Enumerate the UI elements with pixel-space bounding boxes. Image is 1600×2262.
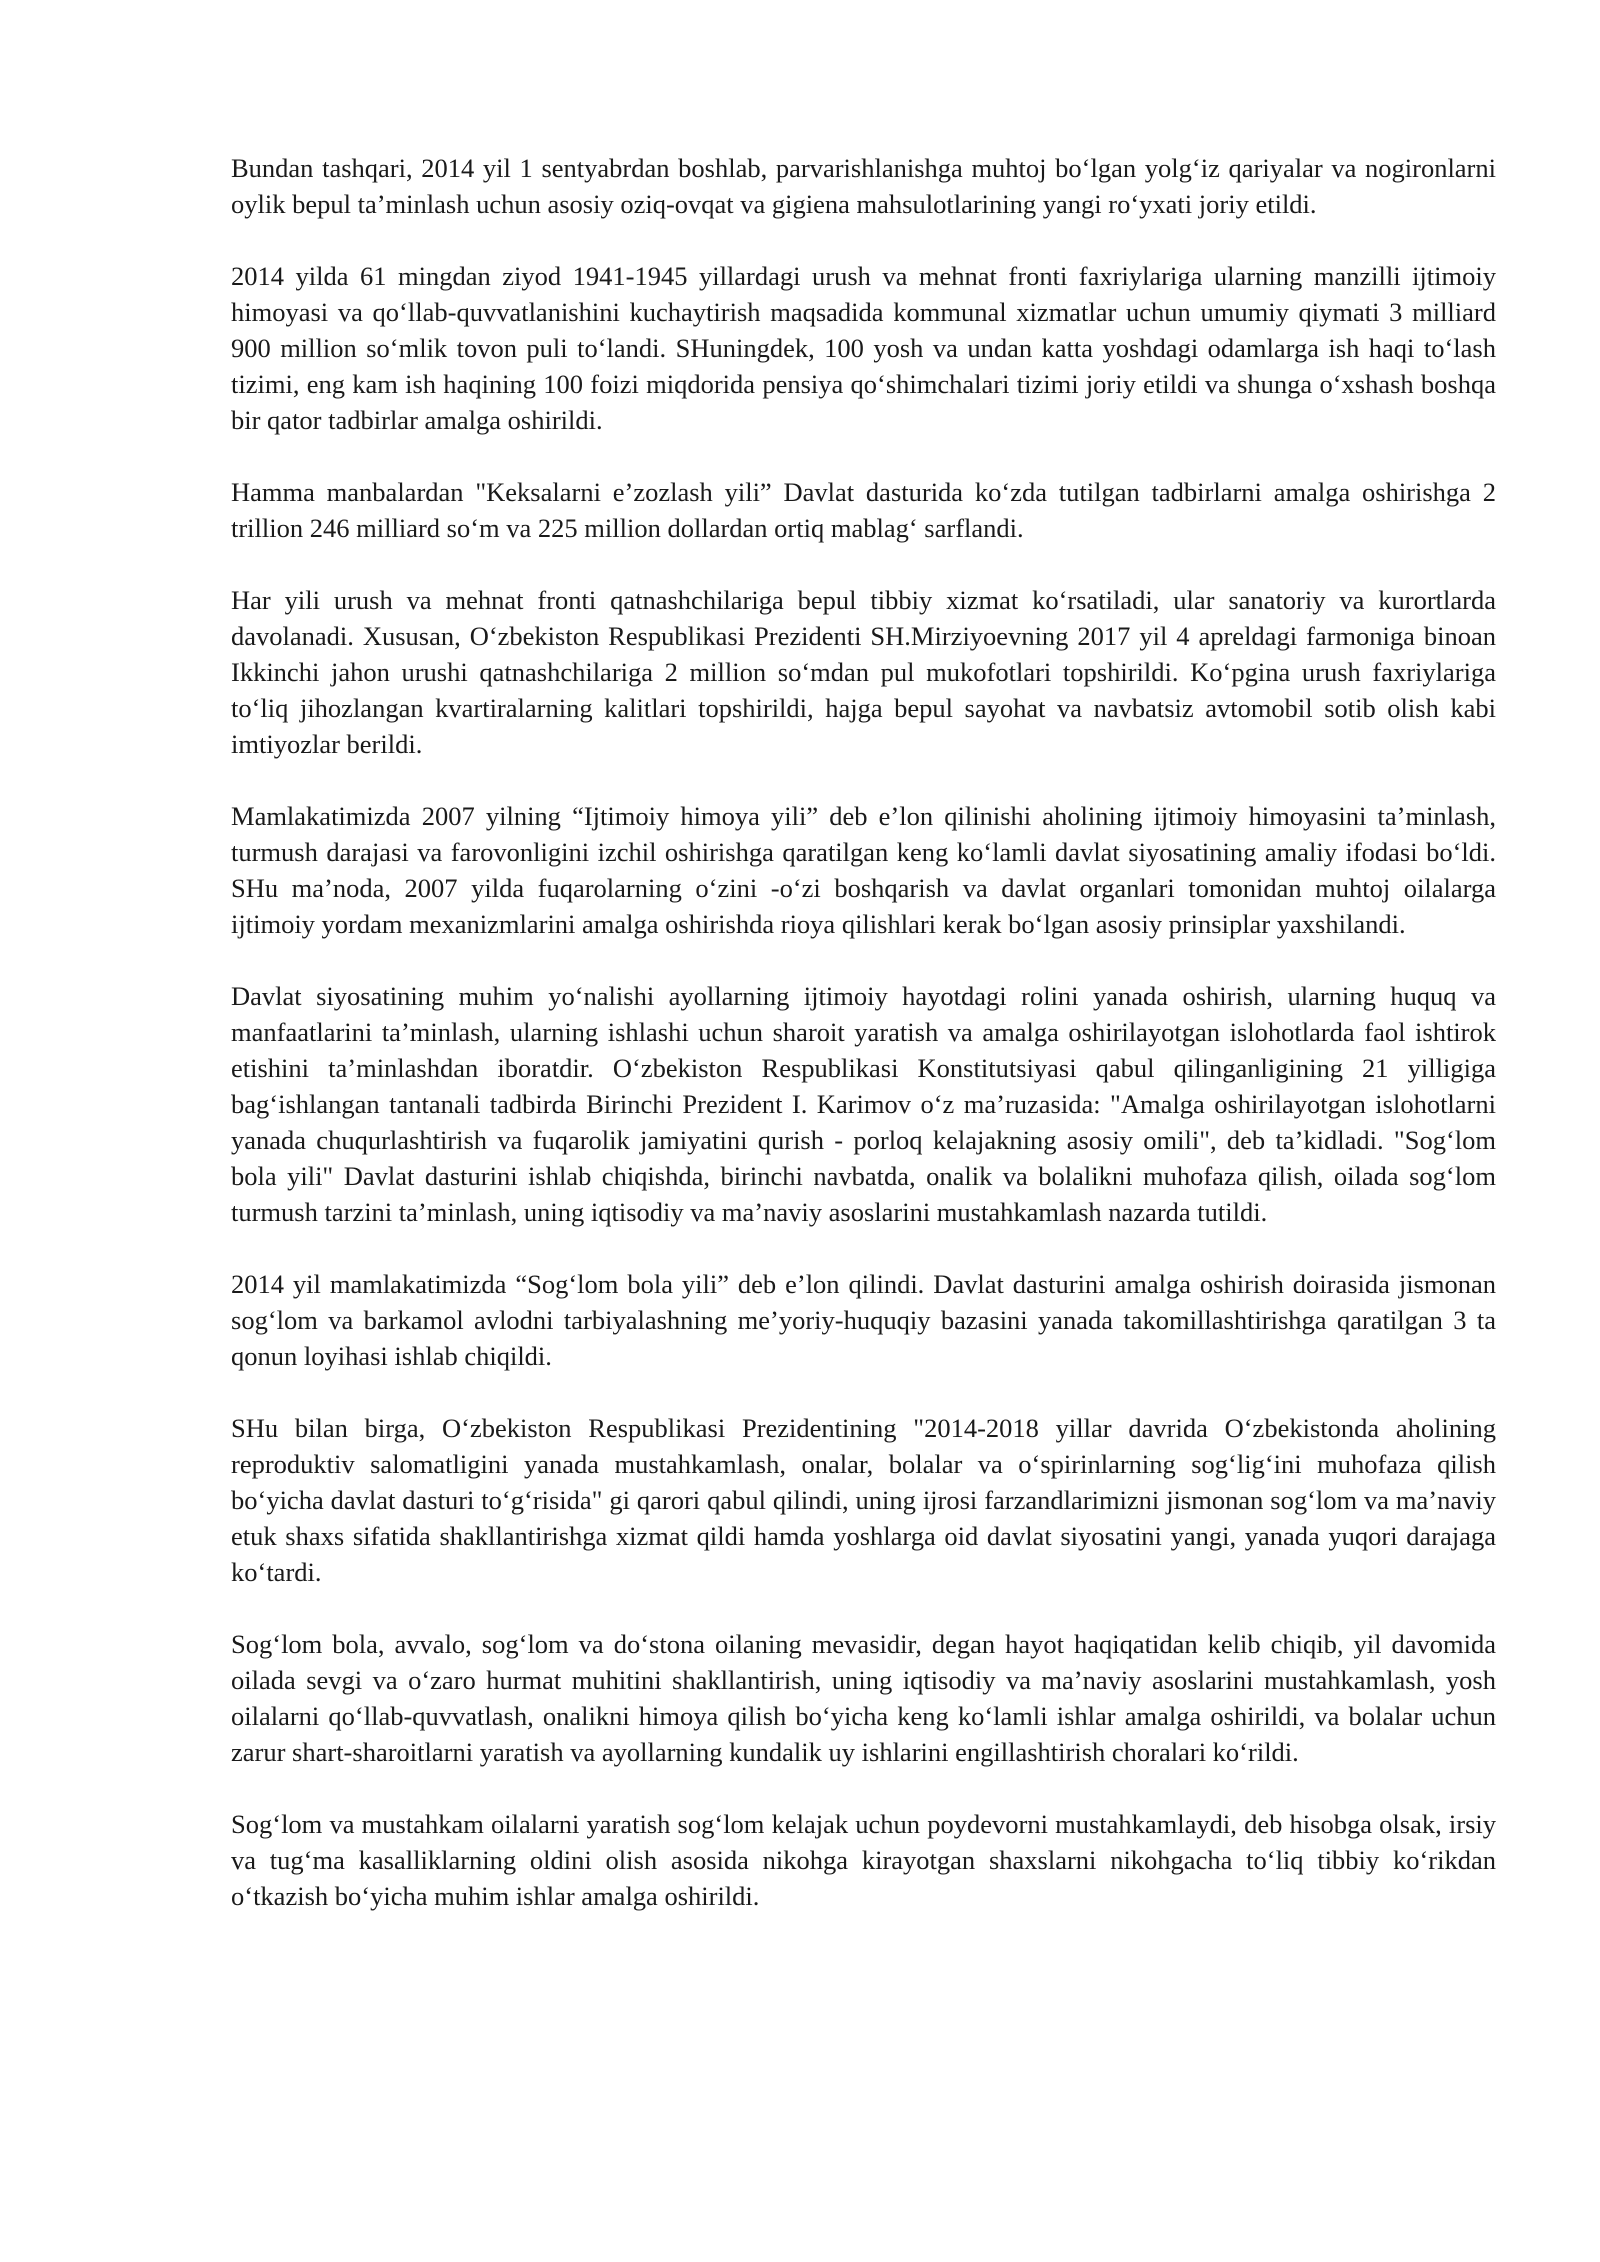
paragraph: 2014 yil mamlakatimizda “Sogʻlom bola yili” deb eʼlon qilindi. Davlat dasturini amalga oshirish doirasida jismonan sogʻlom va barkamol avlodni tarbiyalashning meʼyoriy-huquqiy bazasini yanada takomillashtirishga qaratilgan 3 ta qonun loyihasi ishlab chiqildi. <box>231 1269 1496 1371</box>
paragraph: Bundan tashqari, 2014 yil 1 sentyabrdan boshlab, parvarishlanishga muhtoj boʻlgan yolgʻiz qariyalar va nogironlarni oylik bepul taʼminlash uchun asosiy oziq-ovqat va gigiena mahsulotlarining yangi roʻyxati joriy etildi. <box>231 153 1496 219</box>
paragraph: Davlat siyosatining muhim yoʻnalishi ayollarning ijtimoiy hayotdagi rolini yanada oshirish, ularning huquq va manfaatlarini taʼminlash, ularning ishlashi uchun sharoit yaratish va amalga oshirilayotgan islohotlarda faol ishtirok etishini taʼminlashdan iboratdir. Oʻzbekiston Respublikasi Konstitutsiyasi qabul qilinganligining 21 yilligiga bagʻishlangan tantanali tadbirda Birinchi Prezident I. Karimov oʻz maʼruzasida: "Amalga oshirilayotgan islohotlarni yanada chuqurlashtirish va fuqarolik jamiyatini qurish - porloq kelajakning asosiy omili", deb taʼkidladi. "Sogʻlom bola yili" Davlat dasturini ishlab chiqishda, birinchi navbatda, onalik va bolalikni muhofaza qilish, oilada sogʻlom turmush tarzini taʼminlash, uning iqtisodiy va maʼnaviy asoslarini mustahkamlash nazarda tutildi. <box>231 981 1496 1227</box>
paragraph: Hamma manbalardan "Keksalarni eʼzozlash yili” Davlat dasturida koʻzda tutilgan tadbirlarni amalga oshirishga 2 trillion 246 milliard soʻm va 225 million dollardan ortiq mablagʻ sarflandi. <box>231 477 1496 543</box>
paragraph: SHu bilan birga, Oʻzbekiston Respublikasi Prezidentining "2014-2018 yillar davrida Oʻzbekistonda aholining reproduktiv salomatligini yanada mustahkamlash, onalar, bolalar va oʻspirinlarning sogʻligʻini muhofaza qilish boʻyicha davlat dasturi toʻgʻrisida" gi qarori qabul qilindi, uning ijrosi farzandlarimizni jismonan sogʻlom va maʼnaviy etuk shaxs sifatida shakllantirishga xizmat qildi hamda yoshlarga oid davlat siyosatini yangi, yanada yuqori darajaga koʻtardi. <box>231 1413 1496 1587</box>
paragraph: Sogʻlom va mustahkam oilalarni yaratish sogʻlom kelajak uchun poydevorni mustahkamlaydi, deb hisobga olsak, irsiy va tugʻma kasalliklarning oldini olish asosida nikohga kirayotgan shaxslarni nikohgacha toʻliq tibbiy koʻrikdan oʻtkazish boʻyicha muhim ishlar amalga oshirildi. <box>231 1809 1496 1911</box>
paragraph: Mamlakatimizda 2007 yilning “Ijtimoiy himoya yili” deb eʼlon qilinishi aholining ijtimoiy himoyasini taʼminlash, turmush darajasi va farovonligini izchil oshirishga qaratilgan keng koʻlamli davlat siyosatining amaliy ifodasi boʻldi. SHu maʼnoda, 2007 yilda fuqarolarning oʻzini -oʻzi boshqarish va davlat organlari tomonidan muhtoj oilalarga ijtimoiy yordam mexanizmlarini amalga oshirishda rioya qilishlari kerak boʻlgan asosiy prinsiplar yaxshilandi. <box>231 801 1496 939</box>
paragraph: Har yili urush va mehnat fronti qatnashchilariga bepul tibbiy xizmat koʻrsatiladi, ular sanatoriy va kurortlarda davolanadi. Xususan, Oʻzbekiston Respublikasi Prezidenti SH.Mirziyoevning 2017 yil 4 apreldagi farmoniga binoan Ikkinchi jahon urushi qatnashchilariga 2 million soʻmdan pul mukofotlari topshirildi. Koʻpgina urush faxriylariga toʻliq jihozlangan kvartiralarning kalitlari topshirildi, hajga bepul sayohat va navbatsiz avtomobil sotib olish kabi imtiyozlar berildi. <box>231 585 1496 759</box>
document-body <box>231 150 1496 1914</box>
paragraph: Sogʻlom bola, avvalo, sogʻlom va doʻstona oilaning mevasidir, degan hayot haqiqatidan kelib chiqib, yil davomida oilada sevgi va oʻzaro hurmat muhitini shakllantirish, uning iqtisodiy va maʼnaviy asoslarini mustahkamlash, yosh oilalarni qoʻllab-quvvatlash, onalikni himoya qilish boʻyicha keng koʻlamli ishlar amalga oshirildi, va bolalar uchun zarur shart-sharoitlarni yaratish va ayollarning kundalik uy ishlarini engillashtirish choralari koʻrildi. <box>231 1629 1496 1767</box>
paragraph: 2014 yilda 61 mingdan ziyod 1941-1945 yillardagi urush va mehnat fronti faxriylariga ularning manzilli ijtimoiy himoyasi va qoʻllab-quvvatlanishini kuchaytirish maqsadida kommunal xizmatlar uchun umumiy qiymati 3 milliard 900 million soʻmlik tovon puli toʻlandi. SHuningdek, 100 yosh va undan katta yoshdagi odamlarga ish haqi toʻlash tizimi, eng kam ish haqining 100 foizi miqdorida pensiya qoʻshimchalari tizimi joriy etildi va shunga oʻxshash boshqa bir qator tadbirlar amalga oshirildi. <box>231 261 1496 435</box>
